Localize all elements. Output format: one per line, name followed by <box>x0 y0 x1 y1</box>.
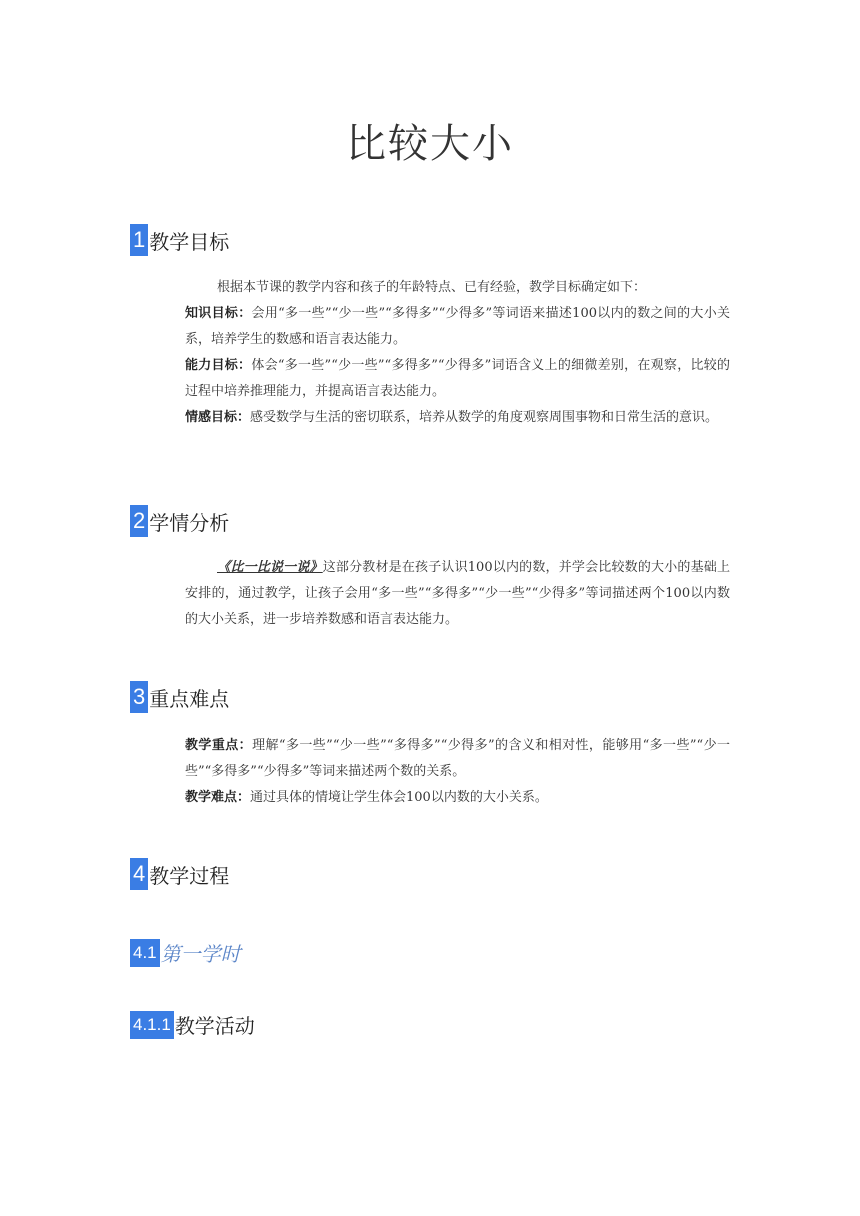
difficult-point <box>185 785 730 811</box>
goals-intro-line <box>185 275 730 301</box>
ability-goal-text: 体会“多一些”“少一些”“多得多”“少得多”词语含义上的细微差别，在观察，比较的过程中培养推理能力，并提高语言表达能力。 <box>185 358 730 399</box>
section-number-badge: 1 <box>130 224 148 256</box>
subsubsection-heading-activities <box>130 1010 255 1039</box>
ability-goal <box>185 353 730 405</box>
knowledge-goal <box>185 301 730 353</box>
section-title: 教学过程 <box>149 863 230 888</box>
section-heading-analysis <box>130 505 229 537</box>
section-number-badge: 4.1.1 <box>130 1011 174 1039</box>
section-number-badge: 4 <box>130 858 148 890</box>
section-title: 学情分析 <box>149 510 230 535</box>
key-point-label: 教学重点： <box>185 738 253 753</box>
section-heading-process <box>130 858 229 890</box>
emotion-goal-text: 感受数学与生活的密切联系，培养从数学的角度观察周围事物和日常生活的意识。 <box>250 410 719 425</box>
section-title: 第一学时 <box>160 942 241 966</box>
analysis-paragraph <box>185 555 730 633</box>
key-point-text: 理解“多一些”“少一些”“多得多”“少得多”的含义和相对性，能够用“多一些”“少一些”“多得多”“少得多”等词来描述两个数的关系。 <box>185 738 730 779</box>
key-point <box>185 733 730 785</box>
ability-goal-label: 能力目标： <box>185 358 252 373</box>
analysis-text: 这部分教材是在孩子认识100以内的数，并学会比较数的大小的基础上安排的，通过教学，让孩子会用“多一些”“多得多”“少一些”“少得多”等词描述两个100以内数的大小关系，进一步培养数感和语言表达能力。 <box>185 560 730 627</box>
section-title: 重点难点 <box>149 686 230 711</box>
section-number-badge: 2 <box>130 505 148 537</box>
section-title: 教学目标 <box>149 229 230 254</box>
knowledge-goal-label: 知识目标： <box>185 306 252 321</box>
goals-intro: 根据本节课的教学内容和孩子的年龄特点、已有经验，教学目标确定如下： <box>217 280 647 295</box>
subsection-heading-first-lesson <box>130 938 241 967</box>
goals-paragraph <box>185 275 730 431</box>
section-number-badge: 3 <box>130 681 148 713</box>
section-heading-keypoints <box>130 681 229 713</box>
section-heading-goals <box>130 224 229 256</box>
section-title: 教学活动 <box>174 1014 255 1038</box>
textbook-title: 《比一比说一说》 <box>217 560 323 575</box>
difficult-point-text: 通过具体的情境让学生体会100以内数的大小关系。 <box>250 790 548 805</box>
knowledge-goal-text: 会用“多一些”“少一些”“多得多”“少得多”等词语来描述100以内的数之间的大小关系，培养学生的数感和语言表达能力。 <box>185 306 730 347</box>
keypoints-paragraph <box>185 733 730 811</box>
document-title: 比较大小 <box>346 121 514 167</box>
difficult-point-label: 教学难点： <box>185 790 251 805</box>
emotion-goal-label: 情感目标： <box>185 410 251 425</box>
section-number-badge: 4.1 <box>130 939 160 967</box>
emotion-goal <box>185 405 730 431</box>
